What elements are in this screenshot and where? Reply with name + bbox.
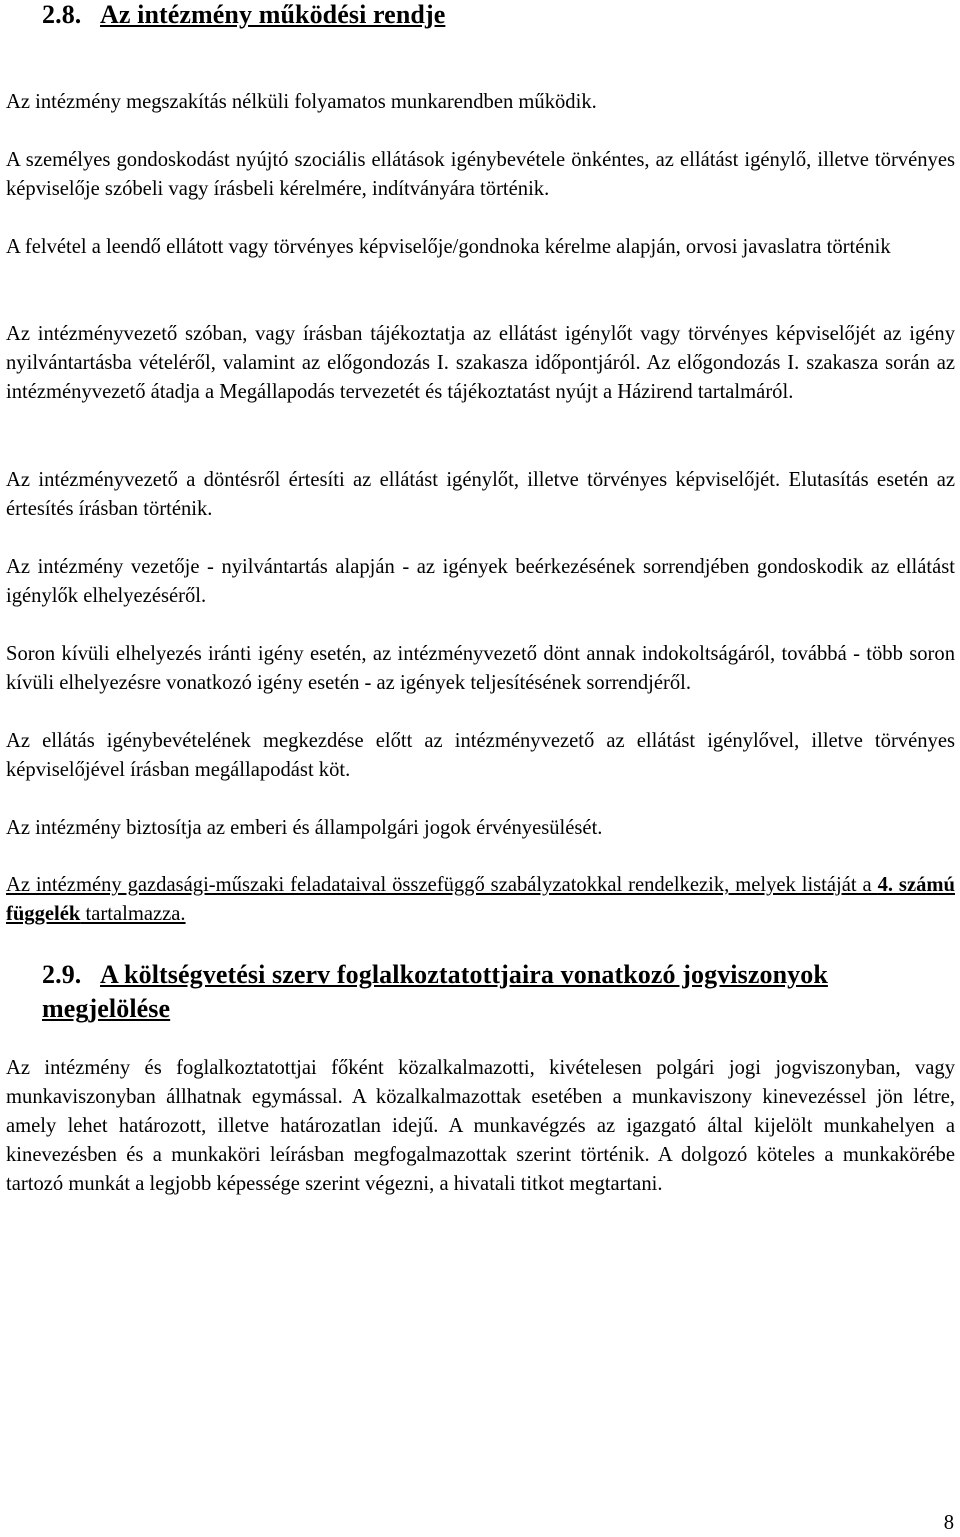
section-number: 2.8. bbox=[42, 0, 82, 29]
section-heading-2-9 bbox=[42, 958, 952, 1026]
appendix-text-after: tartalmazza. bbox=[80, 903, 186, 925]
section-number: 2.9. bbox=[42, 960, 82, 989]
paragraph: Az intézmény biztosítja az emberi és állampolgári jogok érvényesülését. bbox=[6, 817, 603, 839]
paragraph: Az ellátás igénybevételének megkezdése előtt az intézményvezető az ellátást igénylővel, illetve törvényes képviselőjével írásban megállapodást köt. bbox=[6, 730, 955, 781]
section-title: Az intézmény működési rendje bbox=[100, 0, 446, 29]
page-number: 8 bbox=[943, 1512, 954, 1534]
paragraph: Az intézmény vezetője - nyilvántartás alapján - az igények beérkezésének sorrendjében gondoskodik az ellátást igénylők elhelyezéséről. bbox=[6, 556, 955, 607]
paragraph: A személyes gondoskodást nyújtó szociális ellátások igénybevétele önkéntes, az ellátást igénylő, illetve törvényes képviselője szóbeli vagy írásbeli kérelmére, indítványára történik. bbox=[6, 149, 955, 200]
section-heading-2-8 bbox=[42, 0, 445, 32]
paragraph: A felvétel a leendő ellátott vagy törvényes képviselője/gondnoka kérelme alapján, orvosi javaslatra történik bbox=[6, 236, 891, 258]
paragraph: Soron kívüli elhelyezés iránti igény esetén, az intézményvezető dönt annak indokoltságáról, továbbá - több soron kívüli elhelyezésre vonatkozó igény esetén - az igények teljesítésének sorrendjéről. bbox=[6, 643, 955, 694]
appendix-reference-paragraph bbox=[6, 871, 955, 929]
appendix-text-before: Az intézmény gazdasági-műszaki feladataival összefüggő szabályzatokkal rendelkezik, melyek listáját a bbox=[6, 874, 878, 896]
section-title: A költségvetési szerv foglalkoztatottjaira vonatkozó jogviszonyok megjelölése bbox=[42, 960, 828, 1023]
appendix-reference: 4. számú függelék bbox=[6, 874, 955, 925]
paragraph: Az intézmény megszakítás nélküli folyamatos munkarendben működik. bbox=[6, 91, 597, 113]
paragraph: Az intézményvezető szóban, vagy írásban tájékoztatja az ellátást igénylőt vagy törvényes képviselőjét az igény nyilvántartásba vételéről, valamint az előgondozás I. szakasza időpontjáról. Az előgondozás I. szakasza során az intézményvezető átadja a Megállapodás tervezetét és tájékoztatást nyújt a Házirend tartalmáról. bbox=[6, 323, 955, 403]
paragraph: Az intézmény és foglalkoztatottjai főként közalkalmazotti, kivételesen polgári jogi jogviszonyban, vagy munkaviszonyban állhatnak egymással. A közalkalmazottak esetében a munkaviszony kinevezéssel jön létre, amely lehet határozott, illetve határozatlan idejű. A munkavégzés az igazgató által kijelölt munkahelyen a kinevezésben és a munkaköri leírásban megfogalmazottak szerint történik. A dolgozó köteles a munkakörébe tartozó munkát a legjobb képessége szerint végezni, a hivatali titkot megtartani. bbox=[6, 1057, 955, 1195]
paragraph: Az intézményvezető a döntésről értesíti az ellátást igénylőt, illetve törvényes képviselőjét. Elutasítás esetén az értesítés írásban történik. bbox=[6, 469, 955, 520]
